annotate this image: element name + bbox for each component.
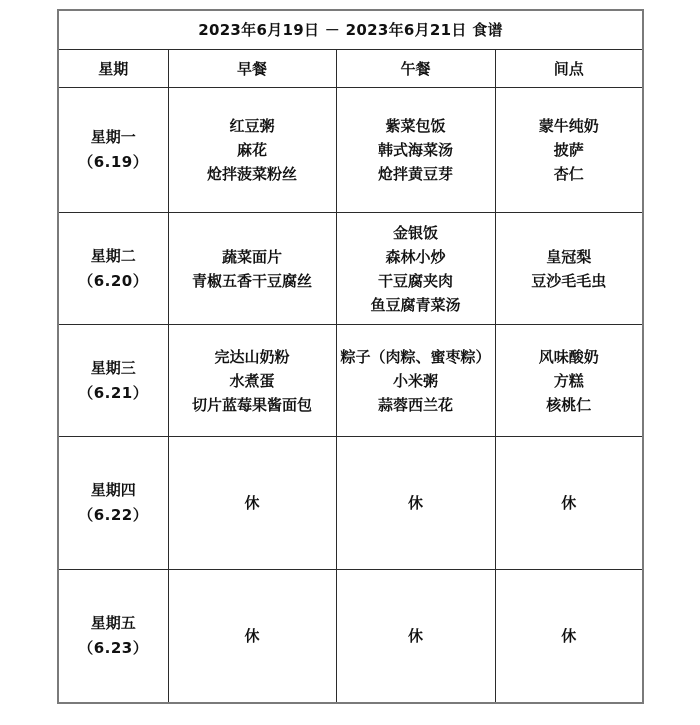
header-snack: 间点: [495, 50, 643, 88]
breakfast-cell: [168, 325, 336, 437]
snack-cell: [495, 88, 643, 213]
breakfast-cell: [168, 570, 336, 704]
table-row: [58, 437, 643, 570]
snack-cell: [495, 325, 643, 437]
header-lunch: 午餐: [336, 50, 495, 88]
lunch-item: 小米粥: [392, 371, 438, 390]
lunch-cell: [336, 570, 495, 704]
table-row: [58, 570, 643, 704]
rest-label: 休: [561, 494, 577, 512]
snack-cell: [495, 570, 643, 704]
menu-title: 2023年6月19日 － 2023年6月21日 食谱: [58, 10, 643, 50]
title-row: [58, 10, 643, 50]
lunch-cell: [336, 88, 495, 213]
snack-item: 蒙牛纯奶: [538, 117, 599, 135]
day-date: （6.22）: [78, 506, 149, 524]
rest-label: 休: [561, 627, 577, 645]
day-name: 星期四: [90, 481, 136, 499]
day-date: （6.23）: [78, 639, 149, 657]
lunch-item: 蒜蓉西兰花: [377, 395, 453, 414]
breakfast-item: 切片蓝莓果酱面包: [191, 395, 312, 414]
day-cell: [58, 437, 168, 570]
breakfast-item: 完达山奶粉: [214, 347, 290, 366]
lunch-item: 干豆腐夹肉: [377, 271, 453, 290]
snack-item: 核桃仁: [546, 395, 592, 414]
day-name: 星期二: [90, 246, 136, 265]
lunch-cell: [336, 213, 495, 325]
day-cell: [58, 570, 168, 704]
day-cell: [58, 213, 168, 325]
breakfast-item: 麻花: [236, 141, 267, 159]
breakfast-cell: [168, 213, 336, 325]
table-row: [58, 88, 643, 213]
day-name: 星期五: [90, 614, 136, 632]
day-date: （6.20）: [78, 271, 149, 290]
rest-label: 休: [244, 627, 260, 645]
snack-item: 豆沙毛毛虫: [531, 271, 607, 290]
lunch-item: 韩式海菜汤: [377, 141, 453, 159]
lunch-item: 森林小炒: [385, 247, 446, 266]
snack-item: 风味酸奶: [538, 347, 599, 366]
weekly-menu-table: [57, 9, 644, 704]
lunch-cell: [336, 437, 495, 570]
table-row: [58, 325, 643, 437]
lunch-item: 鱼豆腐青菜汤: [370, 295, 461, 314]
rest-label: 休: [407, 627, 423, 645]
header-breakfast: 早餐: [168, 50, 336, 88]
lunch-item: 粽子（肉粽、蜜枣粽）: [340, 347, 491, 366]
header-day: 星期: [58, 50, 168, 88]
breakfast-item: 青椒五香干豆腐丝: [191, 271, 312, 290]
table-row: [58, 213, 643, 325]
snack-cell: [495, 437, 643, 570]
snack-item: 披萨: [553, 141, 584, 159]
day-date: （6.21）: [78, 383, 149, 402]
snack-item: 杏仁: [553, 165, 584, 183]
day-cell: [58, 325, 168, 437]
day-name: 星期三: [90, 358, 136, 377]
breakfast-item: 炝拌菠菜粉丝: [206, 165, 297, 183]
snack-item: 方糕: [553, 371, 584, 390]
breakfast-item: 蔬菜面片: [221, 247, 282, 266]
breakfast-cell: [168, 437, 336, 570]
day-name: 星期一: [90, 128, 136, 146]
breakfast-item: 红豆粥: [229, 117, 275, 135]
snack-cell: [495, 213, 643, 325]
rest-label: 休: [244, 494, 260, 512]
lunch-item: 炝拌黄豆芽: [377, 165, 453, 183]
breakfast-cell: [168, 88, 336, 213]
lunch-item: 金银饭: [392, 223, 438, 242]
rest-label: 休: [407, 494, 423, 512]
breakfast-item: 水煮蛋: [229, 371, 275, 390]
lunch-item: 紫菜包饭: [385, 117, 446, 135]
day-date: （6.19）: [78, 153, 149, 171]
snack-item: 皇冠梨: [546, 247, 592, 266]
day-cell: [58, 88, 168, 213]
header-row: [58, 50, 643, 88]
lunch-cell: [336, 325, 495, 437]
